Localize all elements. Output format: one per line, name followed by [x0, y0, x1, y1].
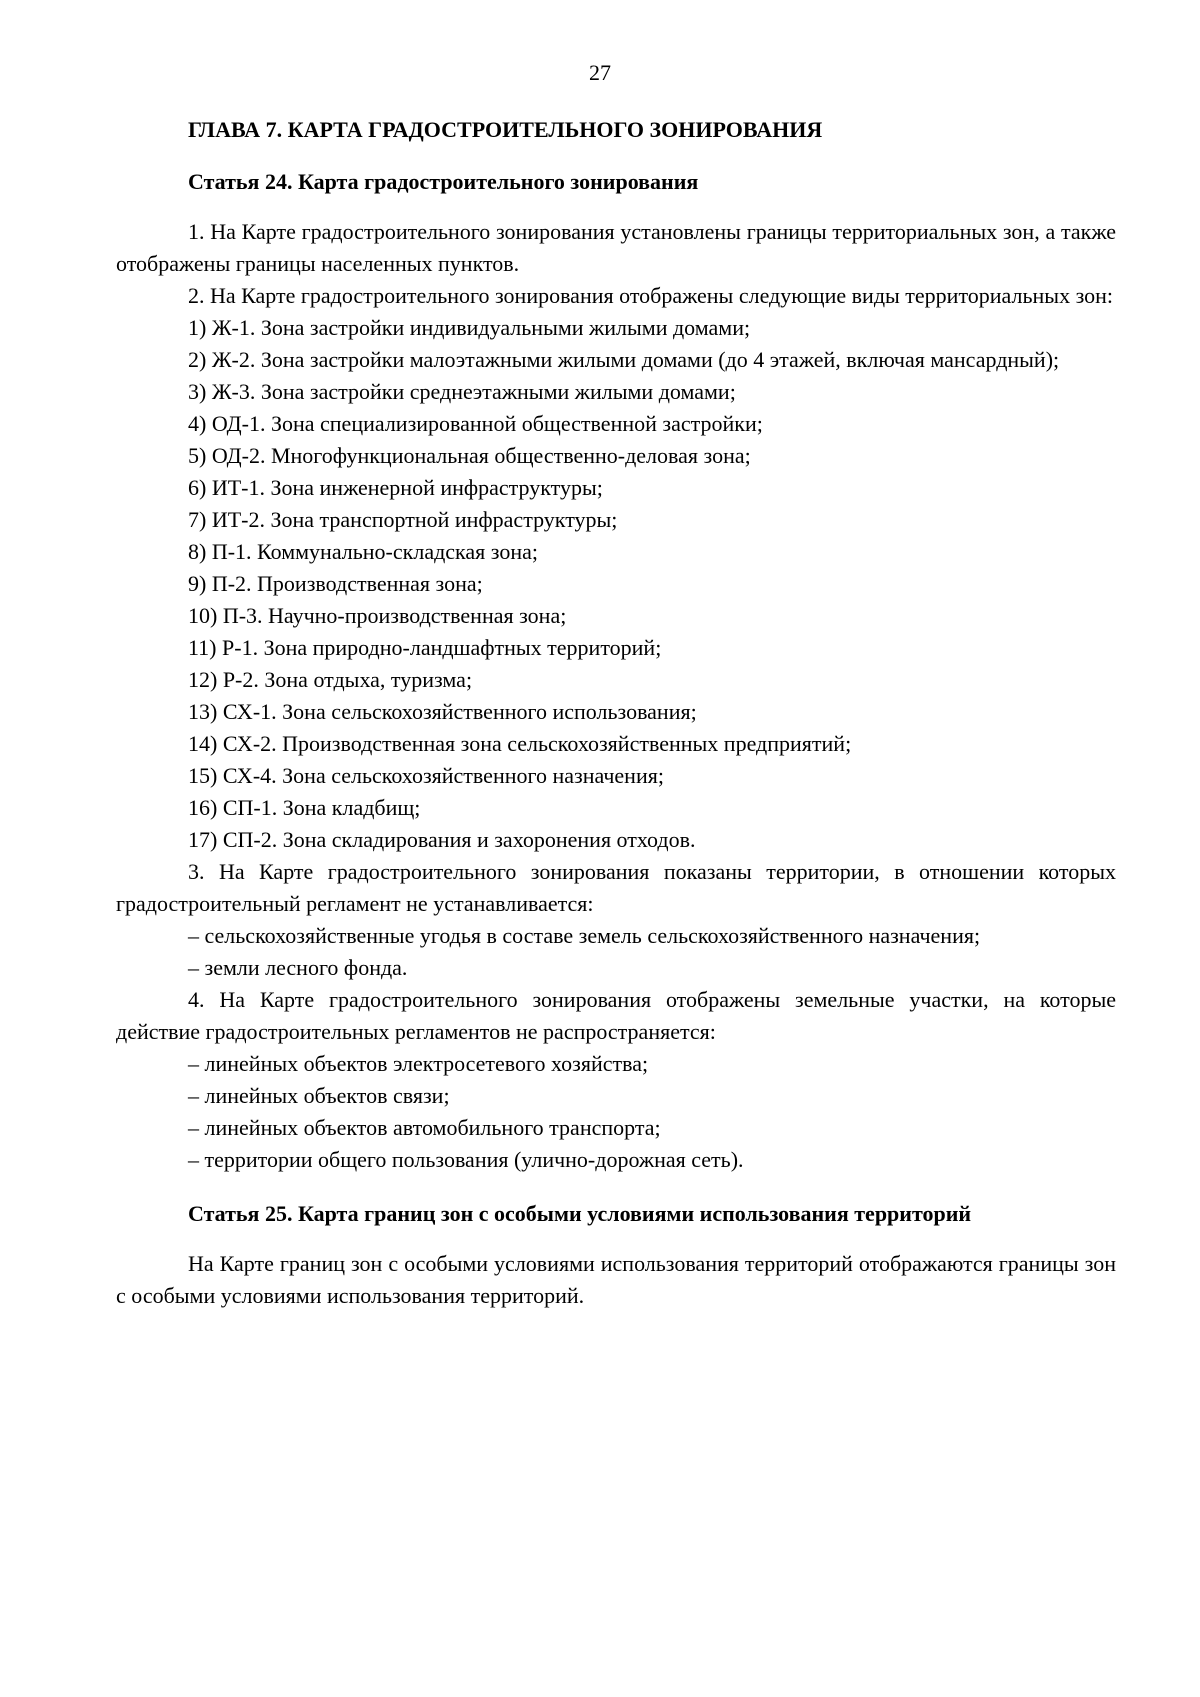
zone-item: 16) СП-1. Зона кладбищ;: [188, 795, 421, 820]
zone-item: 5) ОД-2. Многофункциональная общественно-деловая зона;: [188, 443, 751, 468]
zone-item: 15) СХ-4. Зона сельскохозяйственного назначения;: [188, 763, 664, 788]
dash-list-item: – земли лесного фонда.: [188, 955, 408, 980]
chapter-title: ГЛАВА 7. КАРТА ГРАДОСТРОИТЕЛЬНОГО ЗОНИРОВАНИЯ: [188, 117, 823, 142]
zone-item: 1) Ж-1. Зона застройки индивидуальными жилыми домами;: [188, 315, 751, 340]
zone-item: 4) ОД-1. Зона специализированной общественной застройки;: [188, 411, 763, 436]
dash-list-item: – линейных объектов автомобильного транспорта;: [188, 1115, 661, 1140]
zone-item: 8) П-1. Коммунально-складская зона;: [188, 539, 538, 564]
zone-item: 17) СП-2. Зона складирования и захоронения отходов.: [188, 827, 696, 852]
zone-item: 12) Р-2. Зона отдыха, туризма;: [188, 667, 473, 692]
page-content: [116, 114, 1116, 1312]
article-24-paragraph-3: 3. На Карте градостроительного зонирования показаны территории, в отношении которых градостроительный регламент не устанавливается:: [116, 859, 1116, 916]
zone-item: 3) Ж-3. Зона застройки среднеэтажными жилыми домами;: [188, 379, 736, 404]
article-25-title: Статья 25. Карта границ зон с особыми условиями использования территорий: [188, 1201, 972, 1226]
zone-item: 9) П-2. Производственная зона;: [188, 571, 483, 596]
zone-item: 10) П-3. Научно-производственная зона;: [188, 603, 567, 628]
article-24-title: Статья 24. Карта градостроительного зонирования: [188, 169, 699, 194]
zone-item: 2) Ж-2. Зона застройки малоэтажными жилыми домами (до 4 этажей, включая мансардный);: [188, 347, 1060, 372]
article-25-paragraph-1: На Карте границ зон с особыми условиями использования территорий отображаются границы зон с особыми условиями использования территорий.: [116, 1251, 1116, 1308]
page-number: 27: [589, 60, 611, 85]
zone-item: 11) Р-1. Зона природно-ландшафтных территорий;: [188, 635, 662, 660]
zone-item: 6) ИТ-1. Зона инженерной инфраструктуры;: [188, 475, 603, 500]
dash-list-item: – линейных объектов связи;: [188, 1083, 450, 1108]
article-24-paragraph-4: 4. На Карте градостроительного зонирования отображены земельные участки, на которые действие градостроительных регламентов не распространяется:: [116, 987, 1116, 1044]
zone-item: 14) СХ-2. Производственная зона сельскохозяйственных предприятий;: [188, 731, 852, 756]
zone-item: 7) ИТ-2. Зона транспортной инфраструктуры;: [188, 507, 618, 532]
article-24-paragraph-2: 2. На Карте градостроительного зонирования отображены следующие виды территориальных зон:: [188, 283, 1114, 308]
dash-list-item: – территории общего пользования (улично-дорожная сеть).: [188, 1147, 744, 1172]
dash-list-item: – линейных объектов электросетевого хозяйства;: [188, 1051, 649, 1076]
zone-item: 13) СХ-1. Зона сельскохозяйственного использования;: [188, 699, 697, 724]
article-24-paragraph-1: 1. На Карте градостроительного зонирования установлены границы территориальных зон, а также отображены границы населенных пунктов.: [116, 219, 1116, 276]
dash-list-item: – сельскохозяйственные угодья в составе земель сельскохозяйственного назначения;: [188, 923, 981, 948]
